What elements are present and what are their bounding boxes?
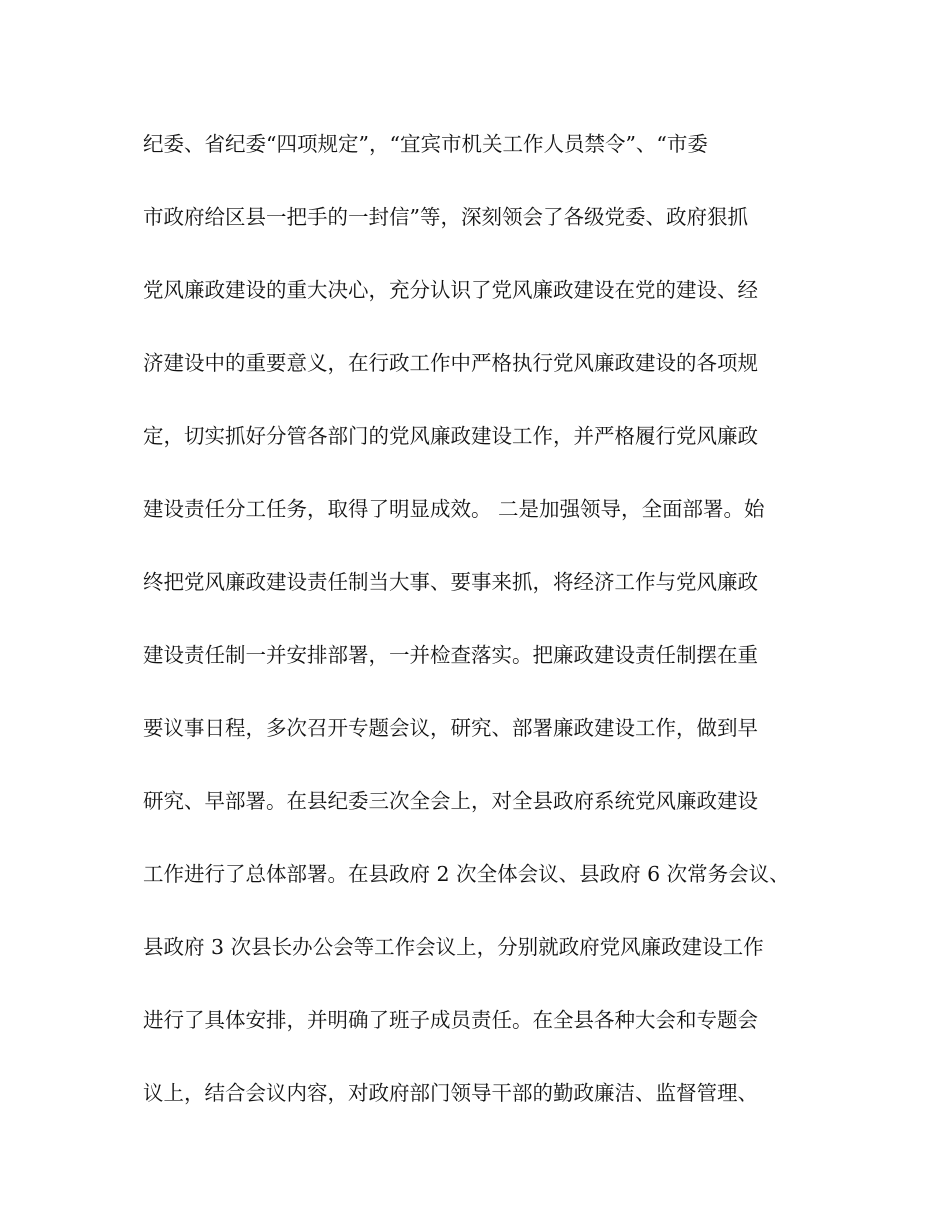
text-line: 工作进行了总体部署。在县政府 2 次全体会议、县政府 6 次常务会议、 bbox=[143, 862, 790, 886]
text-line: 要议事日程，多次召开专题会议，研究、部署廉政建设工作，做到早 bbox=[143, 716, 758, 740]
text-line: 济建设中的重要意义，在行政工作中严格执行党风廉政建设的各项规 bbox=[143, 351, 758, 375]
text-line: 市政府给区县一把手的一封信”等，深刻领会了各级党委、政府狠抓 bbox=[143, 205, 748, 229]
body-text bbox=[143, 124, 813, 1146]
text-line: 定，切实抓好分管各部门的党风廉政建设工作，并严格履行党风廉政 bbox=[143, 424, 758, 448]
text-line: 议上，结合会议内容，对政府部门领导干部的勤政廉洁、监督管理、 bbox=[143, 1081, 758, 1105]
text-line: 建设责任分工任务，取得了明显成效。 二是加强领导，全面部署。始 bbox=[143, 497, 765, 521]
text-line: 县政府 3 次县长办公会等工作会议上，分别就政府党风廉政建设工作 bbox=[143, 935, 764, 959]
text-line: 党风廉政建设的重大决心，充分认识了党风廉政建设在党的建设、经 bbox=[143, 278, 758, 302]
text-line: 建设责任制一并安排部署，一并检查落实。把廉政建设责任制摆在重 bbox=[143, 643, 758, 667]
text-line: 研究、早部署。在县纪委三次全会上，对全县政府系统党风廉政建设 bbox=[143, 789, 758, 813]
text-line: 纪委、省纪委“四项规定”，“宜宾市机关工作人员禁令”、“市委 bbox=[143, 132, 708, 156]
text-line: 进行了具体安排，并明确了班子成员责任。在全县各种大会和专题会 bbox=[143, 1008, 758, 1032]
text-line: 终把党风廉政建设责任制当大事、要事来抓，将经济工作与党风廉政 bbox=[143, 570, 758, 594]
